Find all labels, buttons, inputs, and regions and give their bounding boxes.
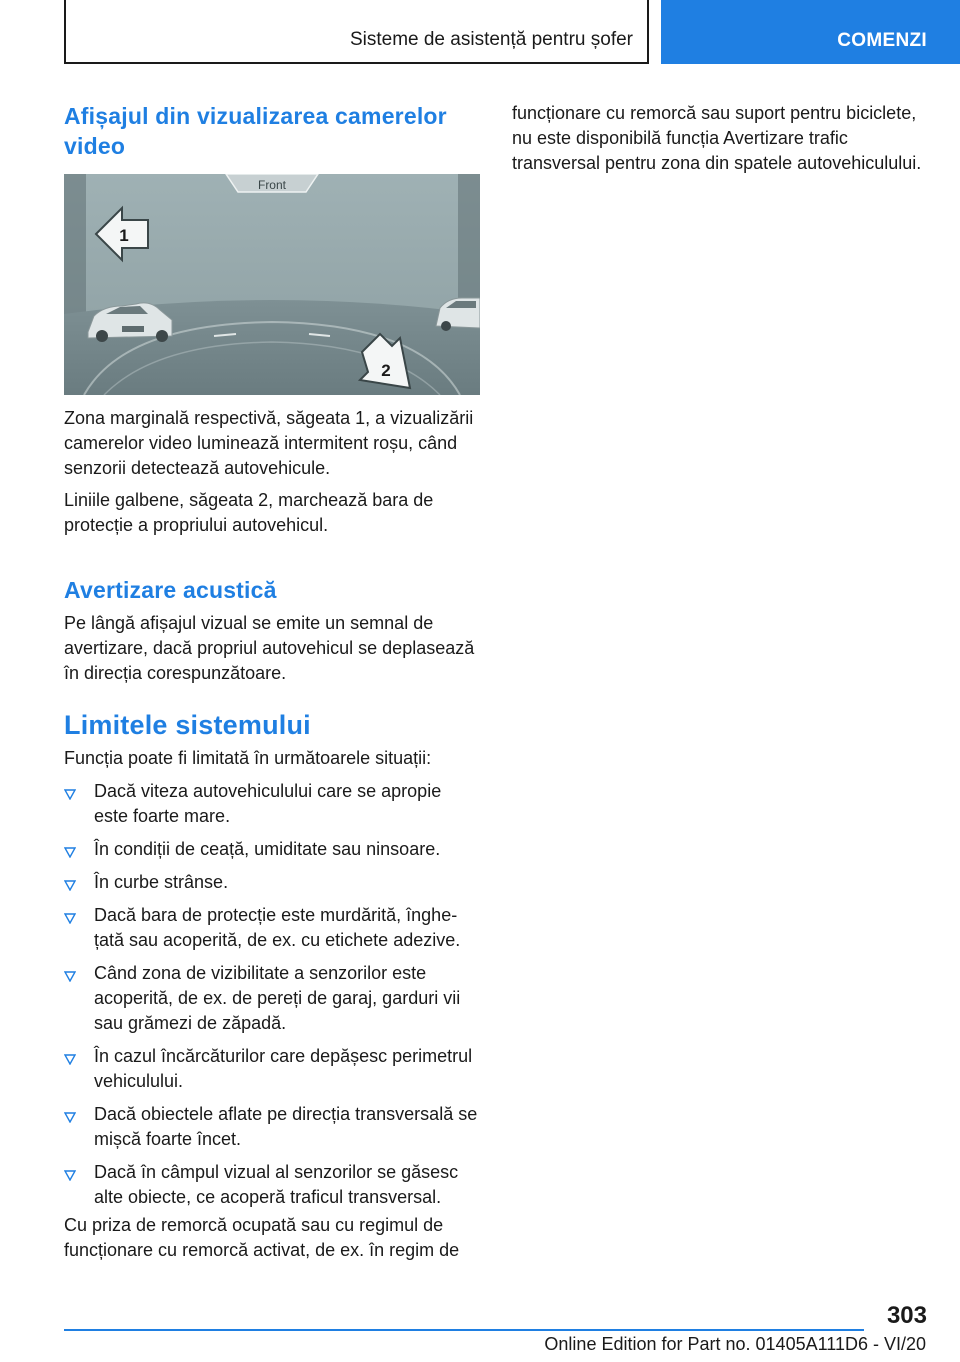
paragraph-trailer: Cu priza de remorcă ocupată sau cu regimul de funcționare cu remorcă activat, de ex. în regim de — [64, 1215, 460, 1260]
chapter-title: Sisteme de asistență pentru șofer — [349, 29, 633, 50]
heading-system-limits: Limitele sistemului — [64, 710, 311, 740]
limits-list — [64, 779, 480, 1218]
footer-divider — [64, 1329, 864, 1331]
triangle-bullet-icon — [64, 879, 76, 891]
front-label: Front — [257, 178, 287, 192]
list-item — [64, 870, 480, 895]
list-item-text: Dacă bara de protecție este murdărită, înghețată sau acoperită, de ex. cu etichete adezive. — [94, 905, 461, 950]
list-item-text: Dacă în câmpul vizual al senzorilor se găsesc alte obiecte, ce acoperă traficul transversal. — [94, 1162, 459, 1207]
triangle-bullet-icon — [64, 970, 76, 982]
list-item — [64, 903, 480, 953]
paragraph-trailer-continued: funcționare cu remorcă sau suport pentru biciclete, nu este disponibilă funcția Avertizare trafic transversal pentru zona din spatele autovehiculului. — [512, 103, 922, 173]
list-item — [64, 1160, 480, 1210]
list-item-text: Dacă obiectele aflate pe direcția transversală se mișcă foarte încet. — [94, 1104, 478, 1149]
heading-acoustic-warning: Avertizare acustică — [64, 577, 277, 603]
arrow-2-label: 2 — [381, 361, 391, 380]
list-item — [64, 1102, 480, 1152]
camera-view-figure — [64, 174, 480, 395]
paragraph-acoustic: Pe lângă afișajul vizual se emite un semnal de avertizare, dacă propriul autovehicul se deplasează în direcția corespunzătoare. — [64, 613, 475, 683]
triangle-bullet-icon — [64, 1111, 76, 1123]
triangle-bullet-icon — [64, 846, 76, 858]
list-item — [64, 1044, 480, 1094]
list-item — [64, 837, 480, 862]
triangle-bullet-icon — [64, 1169, 76, 1181]
triangle-bullet-icon — [64, 912, 76, 924]
paragraph-edge-zone: Zona marginală respectivă, săgeata 1, a vizualizării camerelor video luminează intermitent roșu, când senzorii detectează autovehicule. — [64, 408, 474, 478]
heading-camera-view: Afișajul din vizualizarea camerelor video — [64, 103, 447, 159]
list-item-text: În cazul încărcăturilor care depășesc perimetrul vehiculului. — [94, 1046, 473, 1091]
arrow-1-label: 1 — [119, 226, 129, 245]
paragraph-yellow-lines: Liniile galbene, săgeata 2, marchează bara de protecție a propriului autovehicul. — [64, 490, 434, 535]
triangle-bullet-icon — [64, 788, 76, 800]
list-item-text: În condiții de ceață, umiditate sau ninsoare. — [94, 839, 441, 859]
section-tab[interactable] — [661, 0, 960, 64]
list-item-text: Dacă viteza autovehiculului care se apropie este foarte mare. — [94, 781, 442, 826]
list-item — [64, 961, 480, 1036]
list-item — [64, 779, 480, 829]
list-item-text: Când zona de vizibilitate a senzorilor este acoperită, de ex. de pereți de garaj, garduri vii sau grămezi de zăpadă. — [94, 963, 461, 1033]
page-number: 303 — [886, 1302, 927, 1329]
header-chapter-box — [64, 0, 649, 64]
section-tab-label: COMENZI — [837, 30, 927, 51]
footer-edition: Online Edition for Part no. 01405A111D6 - VI/20 — [544, 1334, 926, 1354]
list-item-text: În curbe strânse. — [94, 872, 229, 892]
paragraph-limits-intro: Funcția poate fi limitată în următoarele situații: — [64, 748, 432, 768]
triangle-bullet-icon — [64, 1053, 76, 1065]
